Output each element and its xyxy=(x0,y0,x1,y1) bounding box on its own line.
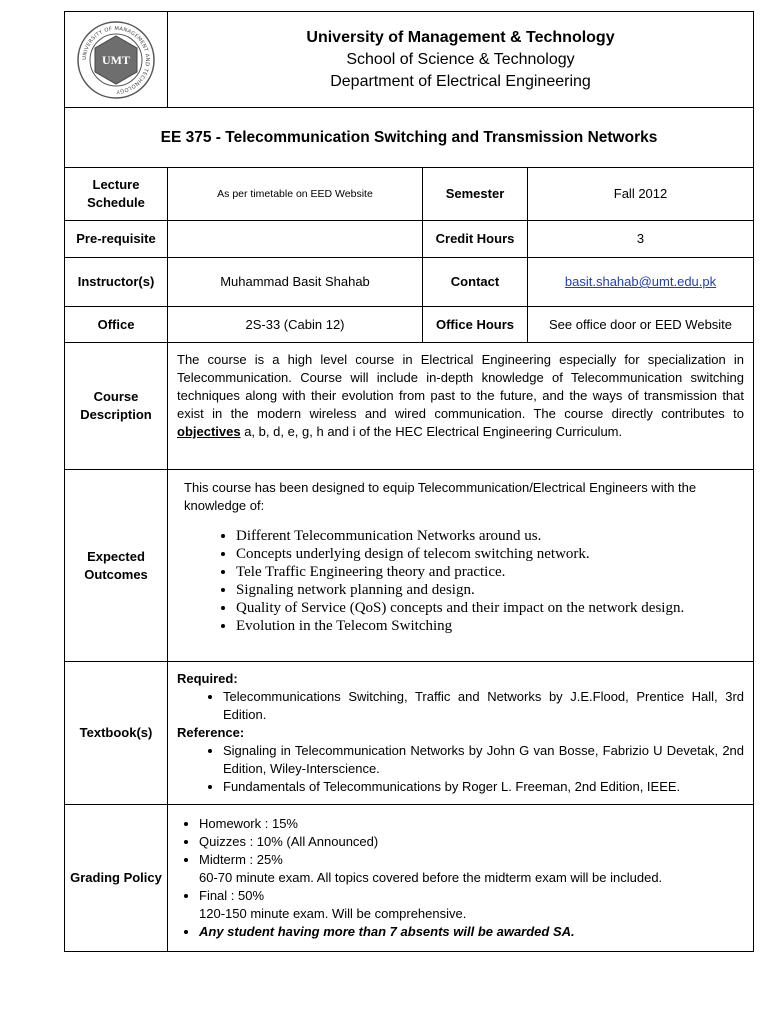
contact-cell xyxy=(528,258,754,307)
contact-label: Contact xyxy=(423,258,528,307)
required-heading: Required: xyxy=(177,671,238,686)
outcome-item: • Different Telecommunication Networks around us. xyxy=(236,527,744,545)
grading-policy-row xyxy=(65,805,754,952)
outcome-item: • Evolution in the Telecom Switching xyxy=(236,617,744,635)
instructor-row xyxy=(65,258,754,307)
course-title-row xyxy=(65,108,754,168)
course-description-row xyxy=(65,343,754,470)
grading-homework: • Homework : 15% xyxy=(199,815,744,833)
textbooks-content xyxy=(168,662,754,805)
credit-hours-value: 3 xyxy=(528,221,754,258)
prerequisite-label: Pre-requisite xyxy=(65,221,168,258)
reference-heading: Reference: xyxy=(177,725,245,740)
instructor-label: Instructor(s) xyxy=(65,258,168,307)
required-book-item: • Telecommunications Switching, Traffic and Networks by J.E.Flood, Prentice Hall, 3rd Edition. xyxy=(223,688,744,724)
logo-ring-text: UNIVERSITY OF MANAGEMENT AND TECHNOLOGY xyxy=(81,25,151,94)
office-row xyxy=(65,307,754,343)
textbooks-row xyxy=(65,662,754,805)
semester-value: Fall 2012 xyxy=(528,168,754,221)
instructor-value: Muhammad Basit Shahab xyxy=(168,258,423,307)
reference-books-list xyxy=(177,742,744,796)
office-hours-value: See office door or EED Website xyxy=(528,307,754,343)
lecture-schedule-label: Lecture Schedule xyxy=(65,168,168,221)
course-outline-page xyxy=(64,11,753,952)
outcome-item: • Tele Traffic Engineering theory and practice. xyxy=(236,563,744,581)
outcomes-intro: This course has been designed to equip Telecommunication/Electrical Engineers with the knowledge of: xyxy=(184,480,697,513)
department-name: Department of Electrical Engineering xyxy=(330,72,591,90)
reference-book-item: • Fundamentals of Telecommunications by Roger L. Freeman, 2nd Edition, IEEE. xyxy=(223,778,744,796)
lecture-schedule-row xyxy=(65,168,754,221)
grading-midterm xyxy=(199,851,744,887)
prerequisite-row xyxy=(65,221,754,258)
contact-email-link[interactable]: basit.shahab@umt.edu.pk xyxy=(564,274,717,289)
prerequisite-value xyxy=(168,221,423,258)
header-row xyxy=(65,12,754,108)
grading-policy-content xyxy=(168,805,754,952)
outcome-item: • Concepts underlying design of telecom switching network. xyxy=(236,545,744,563)
office-label: Office xyxy=(65,307,168,343)
course-description-text xyxy=(168,343,754,470)
final-weight: Final : 50% xyxy=(199,888,265,903)
attendance-policy: • Any student having more than 7 absents will be awarded SA. xyxy=(199,923,744,941)
credit-hours-label: Credit Hours xyxy=(423,221,528,258)
expected-outcomes-label: Expected Outcomes xyxy=(65,470,168,662)
grading-list xyxy=(177,815,744,941)
office-value: 2S-33 (Cabin 12) xyxy=(168,307,423,343)
grading-quizzes: • Quizzes : 10% (All Announced) xyxy=(199,833,744,851)
outcomes-list xyxy=(184,527,744,635)
expected-outcomes-row xyxy=(65,470,754,662)
outcome-item: • Signaling network planning and design. xyxy=(236,581,744,599)
semester-label: Semester xyxy=(423,168,528,221)
header-titles xyxy=(168,12,754,108)
grading-final xyxy=(199,887,744,923)
expected-outcomes-content xyxy=(168,470,754,662)
course-description-label: Course Description xyxy=(65,343,168,470)
midterm-weight: Midterm : 25% xyxy=(199,852,283,867)
textbooks-label: Textbook(s) xyxy=(65,662,168,805)
lecture-schedule-value: As per timetable on EED Website xyxy=(168,168,423,221)
grading-policy-label: Grading Policy xyxy=(65,805,168,952)
midterm-note: 60-70 minute exam. All topics covered before the midterm exam will be included. xyxy=(199,870,663,885)
logo-text: UMT xyxy=(102,52,130,67)
school-name: School of Science & Technology xyxy=(346,50,575,68)
objectives-link[interactable]: objectives xyxy=(177,424,241,439)
final-note: 120-150 minute exam. Will be comprehensive. xyxy=(199,906,467,921)
required-books-list xyxy=(177,688,744,724)
course-title: EE 375 - Telecommunication Switching and Transmission Networks xyxy=(65,108,754,168)
university-logo-seal xyxy=(76,20,156,100)
reference-book-item: • Signaling in Telecommunication Networks by John G van Bosse, Fabrizio U Devetak, 2nd Edition, Wiley-Interscience. xyxy=(223,742,744,778)
description-text-before: The course is a high level course in Electrical Engineering especially for specialization in Telecommunication. Course will include in-depth knowledge of Telecommunication switching techniques along with their evolution from past to the future, and the ways of transmission that exist in the modern wireless and wired communication. The course directly contributes to xyxy=(177,352,745,421)
course-outline-table xyxy=(64,11,754,952)
university-name: University of Management & Technology xyxy=(306,28,615,46)
logo-cell xyxy=(65,12,168,108)
outcome-item: • Quality of Service (QoS) concepts and their impact on the network design. xyxy=(236,599,744,617)
description-text-after: a, b, d, e, g, h and i of the HEC Electrical Engineering Curriculum. xyxy=(240,424,623,439)
office-hours-label: Office Hours xyxy=(423,307,528,343)
